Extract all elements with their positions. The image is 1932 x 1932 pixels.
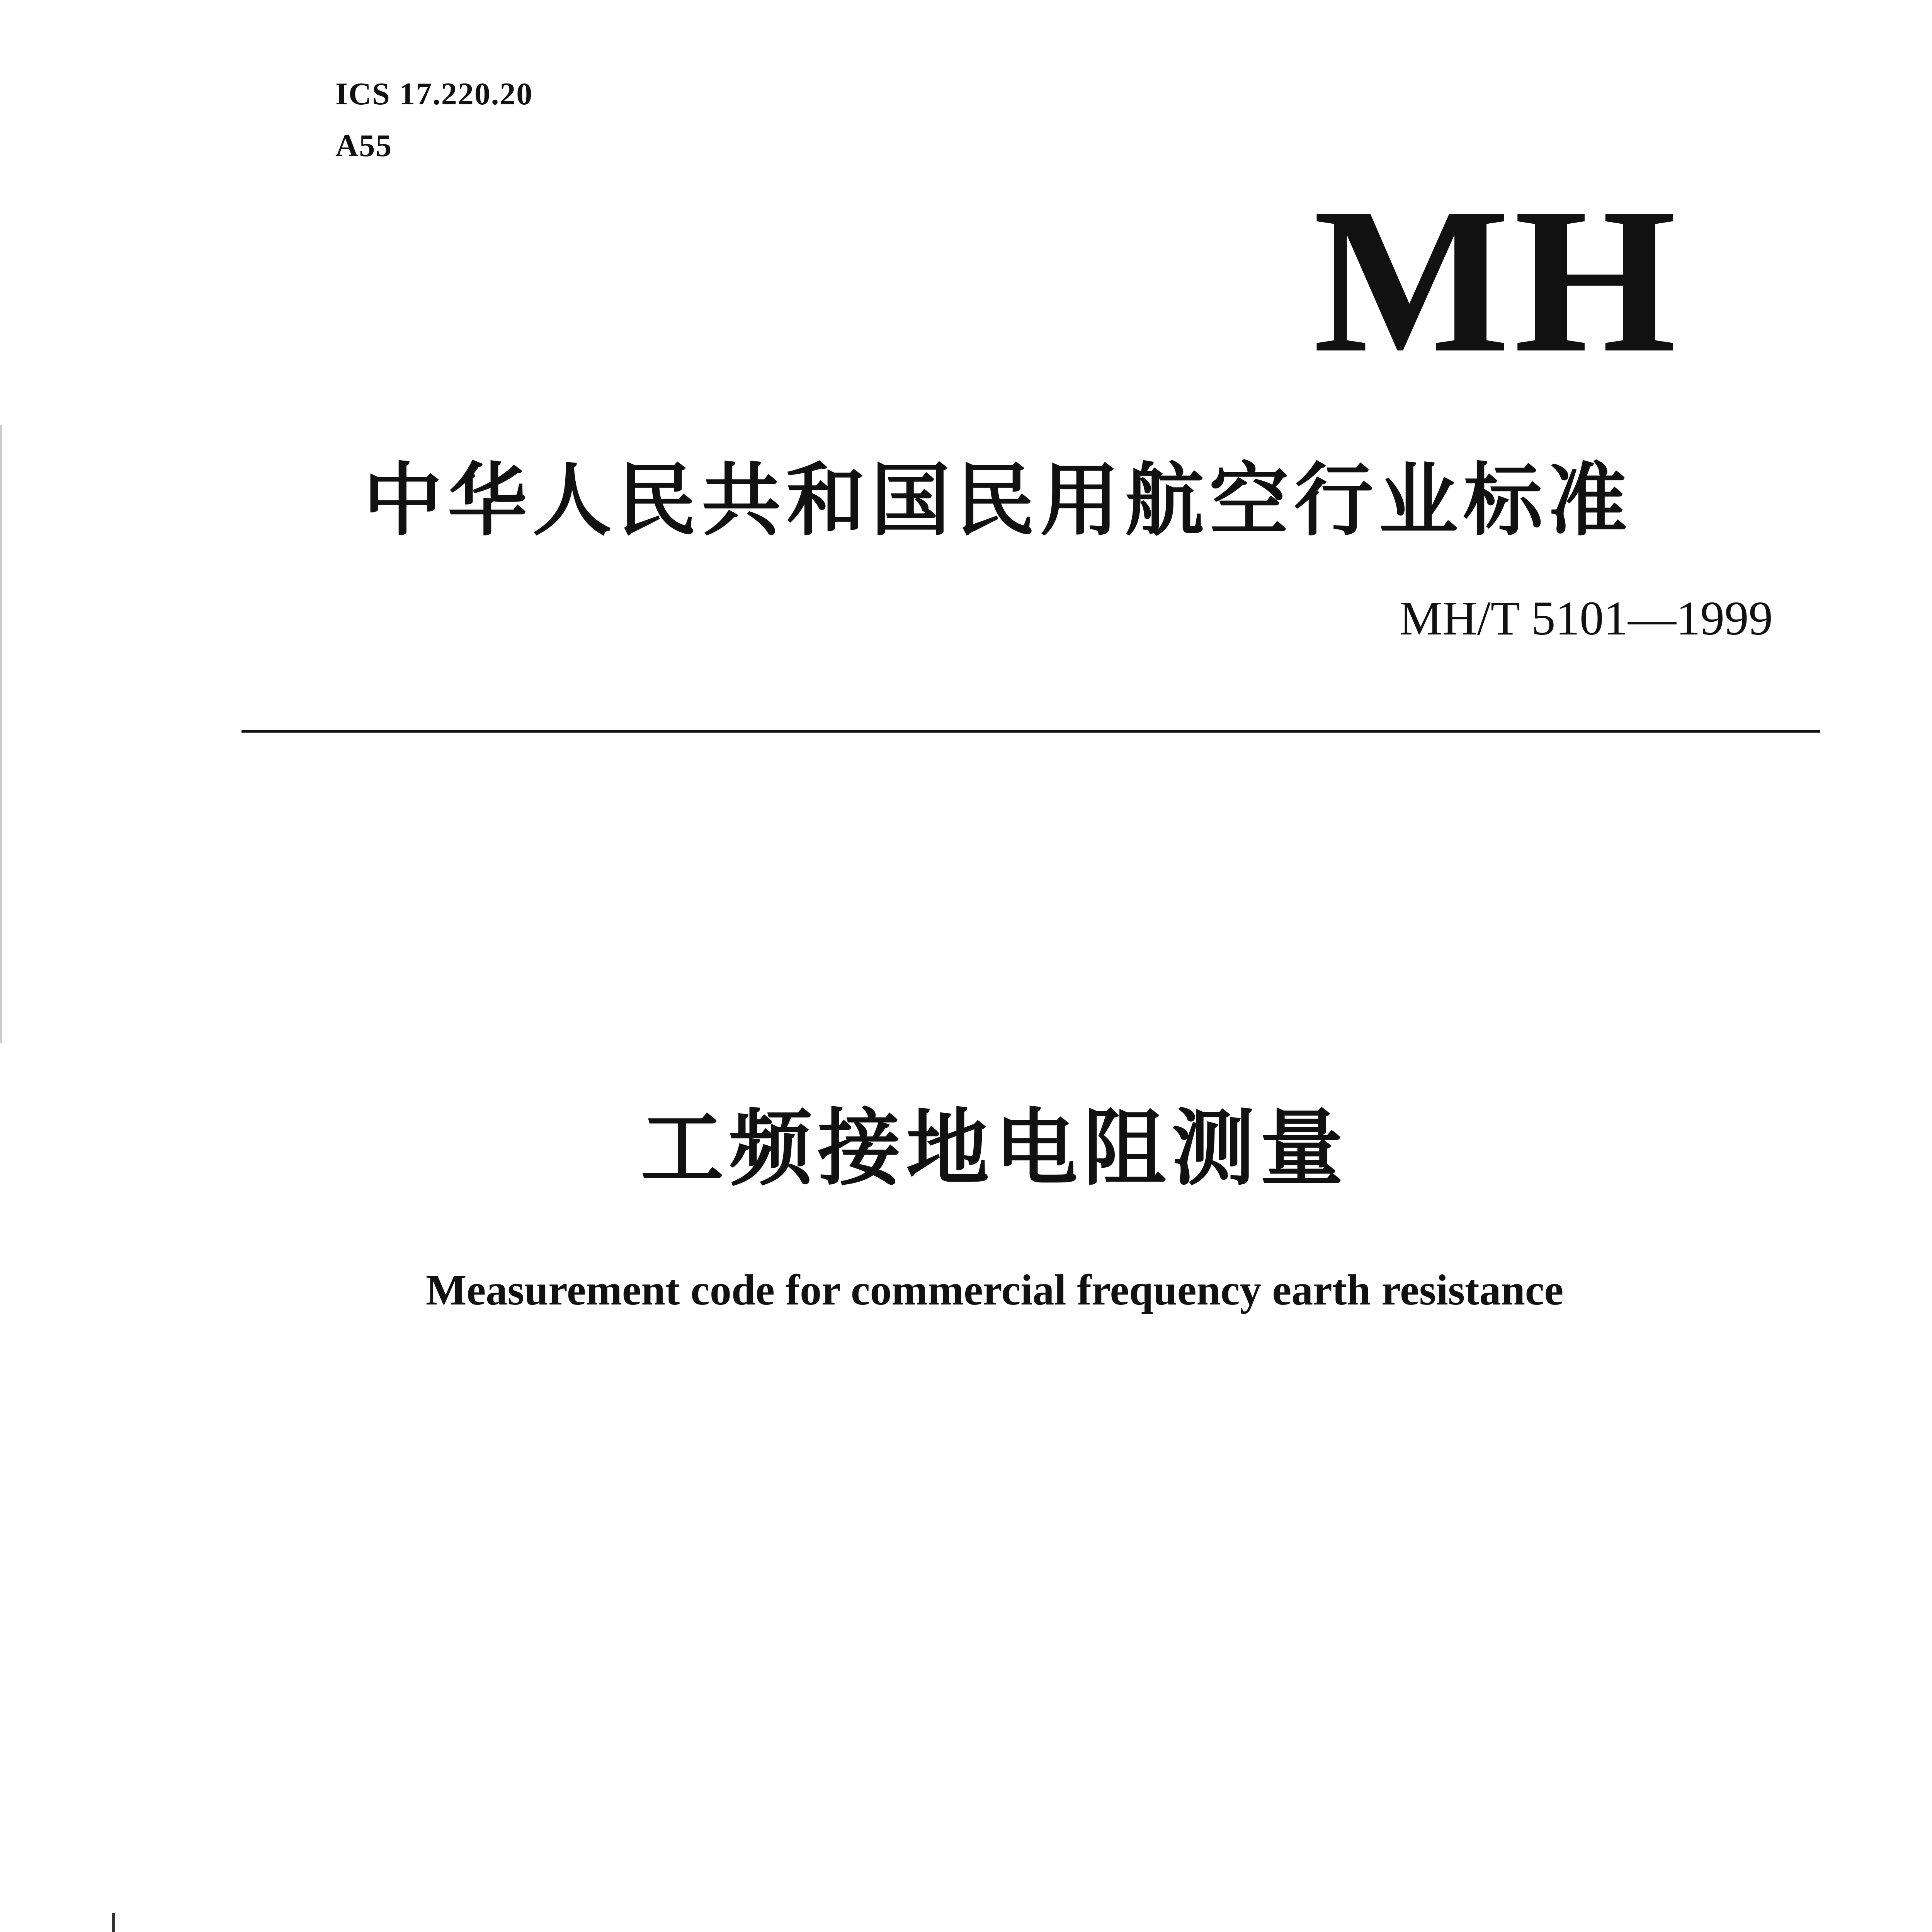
document-title-english: Measurement code for commercial frequency earth resistance: [425, 1266, 1564, 1314]
scan-edge: [0, 425, 2, 1043]
header-divider: [242, 730, 1820, 733]
ics-code: ICS 17.220.20: [335, 76, 533, 111]
standard-logo: MH: [1313, 165, 1680, 396]
document-title-chinese: 工频接地电阻测量: [641, 1100, 1349, 1197]
standard-category-title: 中华人民共和国民用航空行业标准: [363, 455, 1633, 547]
standard-number: MH/T 5101—1999: [1399, 592, 1773, 645]
binding-mark: [112, 1913, 115, 1932]
category-code: A55: [335, 128, 393, 163]
